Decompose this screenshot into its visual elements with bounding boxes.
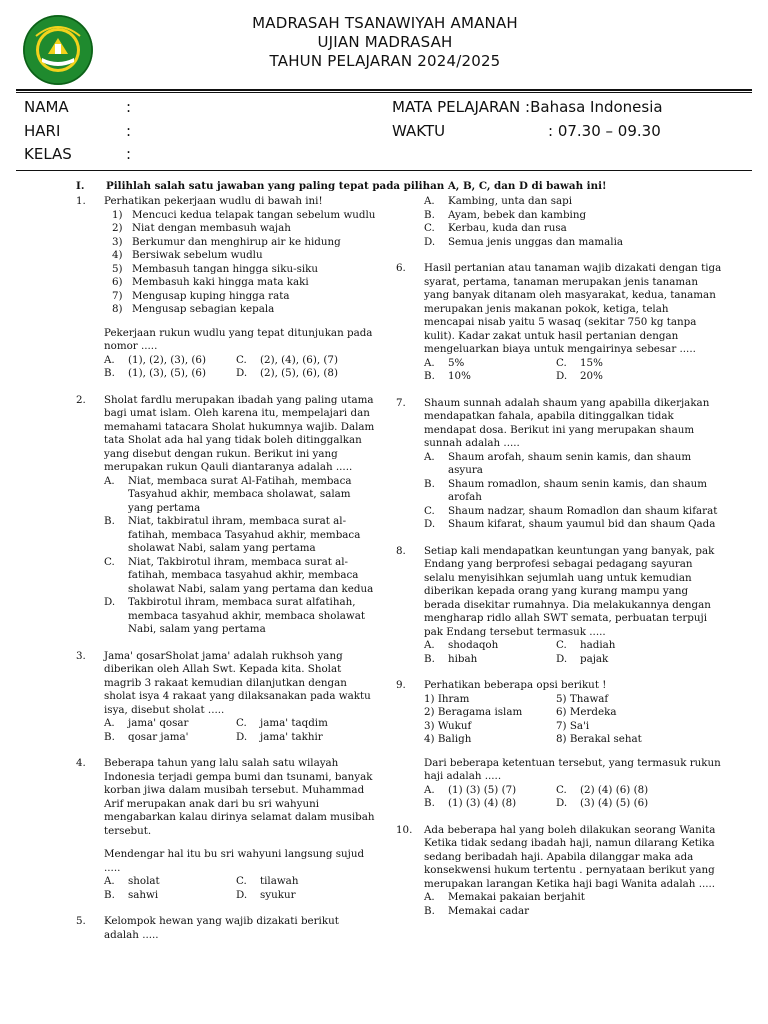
answer-options bbox=[104, 354, 376, 381]
option-b[interactable]: B. sahwi bbox=[104, 888, 159, 901]
option-a[interactable]: A. Niat, membaca surat Al-Fatihah, membaca Tasyahud akhir, membaca sholawat, salam yang pertama bbox=[104, 474, 352, 514]
waktu-value: : 07.30 – 09.30 bbox=[548, 122, 661, 140]
option-d[interactable]: D. jama' takhir bbox=[236, 730, 323, 743]
question-number: 7. bbox=[396, 396, 406, 409]
option-b[interactable]: B. (1), (3), (5), (6) bbox=[104, 367, 206, 379]
option-b[interactable]: B. Memakai cadar bbox=[424, 904, 530, 917]
option-c[interactable]: C. (2) (4) (6) (8) bbox=[556, 783, 649, 796]
list-item: 2) Beragama islam bbox=[424, 706, 523, 718]
hari-label: HARI bbox=[24, 122, 61, 140]
option-a[interactable]: A. shodaqoh bbox=[424, 639, 499, 651]
option-c[interactable]: C. Niat, Takbirotul ihram, membaca surat al-fatihah, membaca tasyahud akhir, membaca sholawat Nabi, salam yang pertama dan kedua bbox=[104, 555, 374, 595]
option-a[interactable]: A. Memakai pakaian berjahit bbox=[424, 891, 585, 903]
option-b[interactable]: B. Niat, takbiratul ihram, membaca surat al-fatihah, membaca Tasyahud akhir, membaca sholawat Nabi, salam yang pertama bbox=[104, 515, 361, 554]
answer-options bbox=[424, 639, 722, 666]
list-item: 6) Merdeka bbox=[556, 706, 617, 718]
question-stem: Perhatikan pekerjaan wudlu di bawah ini! bbox=[104, 195, 323, 207]
institution-block bbox=[210, 14, 560, 71]
list-item: 1) Ihram bbox=[424, 692, 470, 705]
list-item: 8) Berakal sehat bbox=[556, 733, 642, 745]
list-item: 2) Niat dengan membasuh wajah bbox=[112, 222, 291, 234]
option-a[interactable]: A. Kambing, unta dan sapi bbox=[424, 195, 573, 207]
question-stem: Hasil pertanian atau tanaman wajib dizakati dengan tiga syarat, pertama, tanaman merupakan jenis tanaman yang banyak ditanam oleh masyarakat, kedua, tanaman merupakan jenis makanan pokok, ketiga, telah mencapai nisab yaitu 5 wasaq (sekitar 750 kg tanpa kulit). Kadar zakat untuk hasil pertanian dengan mengeluarkan biaya untuk mengairinya sebesar ..... bbox=[424, 262, 722, 355]
identity-rule bbox=[16, 170, 752, 171]
question-number: 1. bbox=[76, 195, 86, 207]
option-d[interactable]: D. (2), (5), (6), (8) bbox=[236, 367, 338, 379]
hari-colon: : bbox=[126, 122, 132, 140]
list-item: 7) Mengusap kuping hingga rata bbox=[112, 289, 290, 302]
question-prompt: Pekerjaan rukun wudlu yang tepat ditunjukan pada nomor ..... bbox=[104, 326, 373, 352]
question-prompt: Dari beberapa ketentuan tersebut, yang termasuk rukun haji adalah ..... bbox=[424, 756, 721, 782]
list-item: 1) Mencuci kedua telapak tangan sebelum wudlu bbox=[112, 208, 376, 221]
question-10 bbox=[396, 824, 722, 919]
question-stem: Setiap kali mendapatkan keuntungan yang banyak, pak Endang yang berprofesi sebagai pedagang sayuran selalu menyisihkan sejumlah uang untuk kemudian diberikan kepada orang yang kurang mampu yang berada disekitar rumahnya. Dia melakukannya dengan mengharap ridlo allah SWT semata, perbuatan terpuji pak Endang tersebut termasuk ..... bbox=[424, 544, 715, 638]
option-c[interactable]: C. 15% bbox=[556, 356, 603, 369]
question-7 bbox=[396, 397, 722, 532]
left-column bbox=[76, 195, 376, 942]
option-d[interactable]: D. Shaum kifarat, shaum yaumul bid dan shaum Qada bbox=[424, 518, 716, 530]
option-d[interactable]: D. syukur bbox=[236, 888, 296, 901]
kelas-label: KELAS bbox=[24, 145, 72, 163]
question-5-options bbox=[396, 195, 722, 249]
question-4 bbox=[76, 757, 376, 902]
question-stem: Shaum sunnah adalah shaum yang apabilla dikerjakan mendapatkan fahala, apabila ditinggalkan tidak mendapat dosa. Berikut ini yang merupakan shaum sunnah adalah ..... bbox=[424, 396, 710, 449]
question-number: 8. bbox=[396, 544, 406, 557]
option-c[interactable]: C. jama' taqdim bbox=[236, 717, 328, 729]
section-instruction: Pilihlah salah satu jawaban yang paling tepat pada pilihan A, B, C, dan D di bawah ini! bbox=[106, 180, 607, 192]
list-item: 4) Bersiwak sebelum wudlu bbox=[112, 249, 263, 261]
option-c[interactable]: C. hadiah bbox=[556, 639, 616, 651]
question-2 bbox=[76, 394, 376, 637]
question-number: 10. bbox=[396, 823, 413, 836]
question-9 bbox=[396, 679, 722, 811]
option-a[interactable]: A. 5% bbox=[424, 356, 465, 369]
question-number: 6. bbox=[396, 262, 406, 274]
option-b[interactable]: B. (1) (3) (4) (8) bbox=[424, 797, 517, 809]
right-column bbox=[396, 195, 722, 918]
answer-options bbox=[104, 717, 376, 744]
option-a[interactable]: A. jama' qosar bbox=[104, 717, 189, 729]
option-c[interactable]: C. (2), (4), (6), (7) bbox=[236, 353, 338, 366]
question-number: 4. bbox=[76, 757, 86, 769]
answer-options bbox=[424, 357, 722, 384]
question-stem: Perhatikan beberapa opsi berikut ! bbox=[424, 679, 607, 691]
nama-label: NAMA bbox=[24, 98, 69, 116]
question-number: 3. bbox=[76, 649, 86, 662]
question-number: 9. bbox=[396, 679, 406, 691]
list-item: 7) Sa'i bbox=[556, 719, 590, 732]
option-b[interactable]: B. qosar jama' bbox=[104, 730, 189, 743]
option-b[interactable]: B. Ayam, bebek dan kambing bbox=[424, 208, 587, 221]
question-3 bbox=[76, 650, 376, 745]
option-d[interactable]: D. Takbirotul ihram, membaca surat alfatihah, membaca tasyahud akhir, membaca sholawat Nabi, salam yang pertama bbox=[104, 596, 365, 635]
option-d[interactable]: D. (3) (4) (5) (6) bbox=[556, 797, 649, 809]
answer-options bbox=[424, 784, 722, 811]
answer-options bbox=[104, 875, 376, 902]
section-number: I. bbox=[76, 180, 85, 192]
option-b[interactable]: B. Shaum romadlon, shaum senin kamis, dan shaum arofah bbox=[424, 477, 708, 503]
option-b[interactable]: B. hibah bbox=[424, 652, 478, 665]
option-b[interactable]: B. 10% bbox=[424, 370, 471, 382]
question-5 bbox=[76, 915, 376, 942]
option-a[interactable]: A. (1) (3) (5) (7) bbox=[424, 783, 517, 796]
question-stem: Beberapa tahun yang lalu salah satu wilayah Indonesia terjadi gempa bumi dan tsunami, banyak korban jiwa dalam musibah tersebut. Muhammad Arif merupakan anak dari bu sri wahyuni mengabarkan kalau dirinya selamat dalam musibah tersebut. bbox=[104, 757, 375, 837]
list-item: 4) Baligh bbox=[424, 733, 472, 745]
question-8 bbox=[396, 545, 722, 667]
exam-name: UJIAN MADRASAH bbox=[317, 33, 453, 51]
header-rule-thin bbox=[16, 92, 752, 93]
question-stem: Kelompok hewan yang wajib dizakati berikut adalah ..... bbox=[104, 915, 339, 941]
question-6 bbox=[396, 262, 722, 384]
option-list bbox=[424, 693, 722, 747]
option-d[interactable]: D. 20% bbox=[556, 370, 603, 382]
list-item: 8) Mengusap sebagian kepala bbox=[112, 303, 275, 315]
list-item: 6) Membasuh kaki hingga mata kaki bbox=[112, 276, 309, 288]
list-item: 5) Thawaf bbox=[556, 692, 609, 705]
mapel-label: MATA PELAJARAN :Bahasa Indonesia bbox=[392, 98, 663, 116]
option-a[interactable]: A. sholat bbox=[104, 875, 160, 887]
option-a[interactable]: A. (1), (2), (3), (6) bbox=[104, 353, 206, 366]
option-c[interactable]: C. Shaum nadzar, shaum Romadlon dan shaum kifarat bbox=[424, 504, 718, 517]
option-d[interactable]: D. pajak bbox=[556, 652, 609, 665]
list-item: 3) Wukuf bbox=[424, 719, 472, 732]
option-c[interactable]: C. Kerbau, kuda dan rusa bbox=[424, 222, 567, 234]
option-d[interactable]: D. Semua jenis unggas dan mamalia bbox=[424, 235, 624, 248]
question-1 bbox=[76, 195, 376, 381]
option-a[interactable]: A. Shaum arofah, shaum senin kamis, dan shaum asyura bbox=[424, 450, 692, 476]
kelas-colon: : bbox=[126, 145, 132, 163]
school-name: MADRASAH TSANAWIYAH AMANAH bbox=[252, 14, 518, 32]
nama-colon: : bbox=[126, 98, 132, 116]
question-stem: Jama' qosarSholat jama' adalah rukhsoh yang diberikan oleh Allah Swt. Kepada kita. Sholat magrib 3 rakaat kemudian dilanjutkan dengan sholat isya 4 rakaat yang dilaksanakan pada waktu isya, disebut sholat ..... bbox=[104, 649, 371, 716]
list-item: 3) Berkumur dan menghirup air ke hidung bbox=[112, 235, 341, 248]
question-prompt: Mendengar hal itu bu sri wahyuni langsung sujud ..... bbox=[104, 848, 365, 874]
school-logo bbox=[22, 14, 94, 86]
option-c[interactable]: C. tilawah bbox=[236, 875, 299, 887]
academic-year: TAHUN PELAJARAN 2024/2025 bbox=[269, 52, 501, 70]
waktu-label: WAKTU bbox=[392, 122, 446, 140]
question-stem: Ada beberapa hal yang boleh dilakukan seorang Wanita Ketika tidak sedang ibadah haji, namun dilarang Ketika sedang beribadah haji. Apabila dilanggar maka ada konsekwensi hukum tertentu . pernyataan berikut yang merupakan larangan Ketika haji bagi Wanita adalah ..... bbox=[424, 823, 716, 890]
header-rule-thick bbox=[16, 89, 752, 91]
list-item: 5) Membasuh tangan hingga siku-siku bbox=[112, 262, 319, 275]
question-number: 2. bbox=[76, 393, 86, 406]
question-number: 5. bbox=[76, 915, 86, 927]
question-stem: Sholat fardlu merupakan ibadah yang paling utama bagi umat islam. Oleh karena itu, mempelajari dan memahami tatacara Sholat hukumnya wajib. Dalam tata Sholat ada hal yang tidak boleh ditinggalkan yang disebut dengan rukun. Berikut ini yang merupakan rukun Qauli diantaranya adalah ..... bbox=[104, 393, 375, 473]
